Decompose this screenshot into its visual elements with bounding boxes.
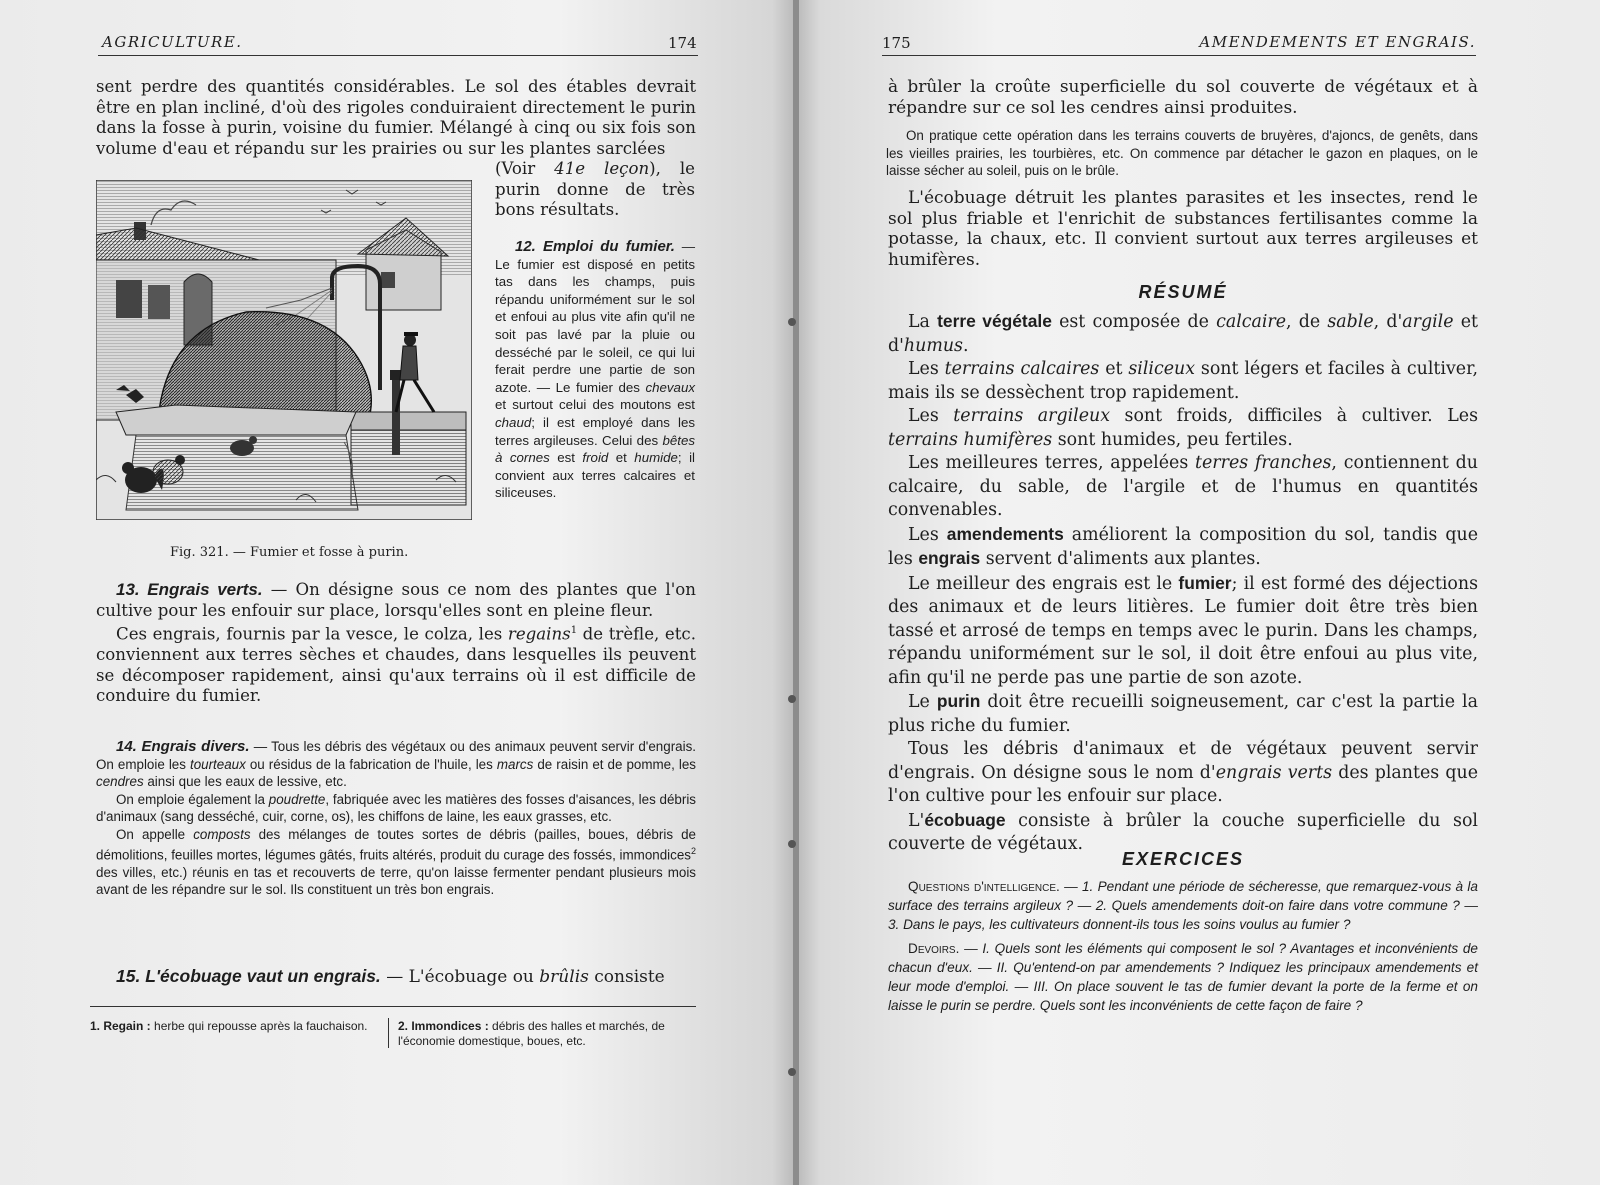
section-15 (96, 966, 696, 988)
footnote-2 (398, 1019, 696, 1049)
r8-b: engrais verts (1215, 762, 1333, 783)
intro-cont-ref: 41e leçon (554, 159, 650, 178)
ecobuage-p2 (886, 127, 1478, 180)
r1-g: . (962, 335, 969, 356)
r1-c: est composée de (1051, 312, 1217, 332)
r5-e: servent d'aliments aux plantes. (980, 549, 1261, 569)
resume-item-5 (888, 523, 1478, 572)
s14-composts: composts (193, 826, 251, 842)
footnote-rule (90, 1006, 696, 1007)
ecobuage-p1: à brûler la croûte superficielle du sol couverte de végétaux et à répandre sur ce sol les cendres ainsi produites. (888, 77, 1478, 118)
r3-e: sont humides, peu fertiles. (1052, 429, 1293, 450)
figure-fumier (96, 180, 472, 520)
s13-b1: Ces engrais, fournis par la vesce, le colza, les (116, 624, 508, 644)
s14-a1: — Tous les débris des végétaux ou des animaux peuvent servir d'engrais. On emploie les (96, 739, 696, 772)
resume-item-1 (888, 310, 1478, 358)
fn1-text: herbe qui repousse après la fauchaison. (150, 1019, 368, 1033)
r4-c: , contiennent du calcaire, du sable, de l'argile et de l'humus en quantités convenables. (888, 453, 1478, 520)
right-running-header: AMENDEMENTS ET ENGRAIS. (1199, 33, 1476, 51)
r2-e: sont légers et faciles à cultiver, mais ils se dessèchent trop rapidement. (888, 359, 1478, 403)
s12-chaud: chaud (495, 414, 532, 430)
r1-a: La (908, 312, 938, 332)
r6-c: ; il est formé des déjections des animaux et de leurs litières. Le fumier doit être très bien tassé et arrosé de temps en temps avec le purin. Dans les champs, répandu uniformément sur le sol, il doit être enfoui au plus vite, afin qu'il ne perde pas une partie de son azote. (888, 573, 1479, 688)
section-14 (96, 738, 696, 899)
s13-a: — On désigne sous ce nom des plantes que l'on cultive pour les enfouir sur place, lorsqu'elles sont en pleine fleur. (96, 580, 696, 620)
s14-tourteaux: tourteaux (189, 756, 246, 772)
binding-stitch (788, 695, 796, 703)
intro-continuation (495, 159, 695, 221)
binding-stitch (788, 318, 796, 326)
r4-b: terres franches (1195, 453, 1332, 473)
devoirs-label: Devoirs. (908, 941, 960, 957)
resume-item-6 (888, 572, 1478, 691)
section-15-title: 15. L'écobuage vaut un engrais. (116, 966, 381, 986)
section-14-title: 14. Engrais divers. (116, 738, 250, 755)
r5-c: améliorent la composition du sol, tandis que les (888, 524, 1479, 569)
s14-poudrette: poudrette (268, 791, 326, 807)
r1-e: , d' (1373, 312, 1403, 332)
s12-froid: froid (582, 450, 609, 466)
left-running-header: AGRICULTURE. (102, 33, 243, 51)
r8-a: Tous les débris d'animaux et de végétaux peuvent servir d'engrais. On désigne sous le nom d' (888, 739, 1478, 783)
resume-item-3 (888, 405, 1478, 452)
r3-b: terrains argileux (953, 406, 1111, 426)
r5-b: amendements (946, 523, 1064, 544)
s13-b2: de trèfle, etc. conviennent aux terres sèches et chaudes, dans lesquelles ils peuvent se décomposer rapidement, ainsi qu'aux terrains où il est difficile de conduire du fumier. (96, 624, 696, 706)
fumier-illustration (96, 180, 472, 520)
binding-stitch (788, 840, 796, 848)
right-header-rule (882, 55, 1476, 56)
s14-a4: ainsi que les eaux de lessive, etc. (143, 774, 347, 789)
questions-label: Questions d'intelligence. (908, 879, 1060, 894)
resume-body (888, 310, 1478, 857)
r3-d: terrains humifères (888, 429, 1053, 450)
exercices-body (888, 878, 1478, 1016)
ecobuage-p2-text: On pratique cette opération dans les terrains couverts de bruyères, d'ajoncs, de genêts, dans les vieilles prairies, les tourbières, etc. On commence par détacher le gazon en plaques, on le laisse sécher au soleil, puis on le brûle. (886, 128, 1478, 178)
exercices-title: EXERCICES (1121, 849, 1245, 869)
s12-betes: bêtes à cornes (495, 432, 695, 466)
binding-stitch (788, 1068, 796, 1076)
s14-b1: On emploie également la (116, 791, 269, 807)
ecobuage-p3 (888, 188, 1478, 270)
r8-c: des plantes que l'on cultive pour les enfouir sur place. (888, 762, 1478, 806)
footnote-divider (388, 1018, 389, 1048)
s12-a: — Le fumier est disposé en petits tas dans les champs, puis répandu uniformément sur le sol et enfoui au plus vite afin qu'il ne soit pas lavé par la pluie ou desséché par le soleil, ce qui lui ferait perdre une partie de son azote. — Le fumier des (495, 239, 695, 395)
r1-sable: sable (1327, 312, 1374, 332)
r2-c: et (1099, 359, 1129, 379)
section-12 (495, 238, 695, 502)
s14-a2: ou résidus de la fabrication de l'huile, les (245, 756, 497, 772)
r4-a: Les meilleures terres, appelées (908, 453, 1196, 473)
resume-item-8 (888, 738, 1478, 809)
s13-footnote-ref: 1 (570, 625, 578, 636)
devoirs-text: — I. Quels sont les éléments qui composent le sol ? Avantages et inconvénients de chacun d'eux. — II. Qu'entend-on par amendements ? Indiquez les principaux amendements et leur mode d'emploi. — III. On place souvent le tas de fumier devant la porte de la ferme et on laisse le purin se perdre. Quels sont les inconvénients de cette façon de faire ? (888, 941, 1478, 1013)
s14-marcs: marcs (496, 756, 534, 772)
s12-f: ; il convient aux terres calcaires et siliceuses. (495, 450, 695, 501)
resume-item-4 (888, 452, 1478, 523)
r3-a: Les (908, 406, 954, 426)
s12-b: et surtout celui des moutons est (495, 397, 695, 413)
s12-humide: humide (634, 450, 678, 466)
r5-d: engrais (918, 548, 981, 568)
fn2-label: 2. Immondices : (398, 1019, 489, 1033)
r2-d: siliceux (1128, 359, 1196, 379)
right-page (796, 0, 1600, 1185)
r7-a: Le (908, 692, 937, 712)
r3-c: sont froids, difficiles à cultiver. Les (1110, 406, 1478, 426)
left-intro-paragraph (96, 77, 696, 159)
s12-c: ; il est employé dans les terres argileuses. Celui des (495, 414, 695, 448)
intro-cont-b: ), le purin donne de très bons résultats. (495, 159, 695, 219)
resume-item-7 (888, 690, 1478, 738)
s14-cendres: cendres (96, 774, 144, 789)
s15-b: consiste (588, 967, 665, 987)
section-13 (96, 580, 696, 707)
r9-c: consiste à brûler la couche superficielle du sol couverte de végétaux. (888, 810, 1478, 854)
right-page-number: 175 (882, 34, 911, 52)
resume-title: RÉSUMÉ (1138, 282, 1228, 302)
r7-c: doit être recueilli soigneusement, car c'est la partie la plus riche du fumier. (888, 692, 1478, 736)
s14-b2: , fabriquée avec les matières des fosses d'aisances, les débris d'animaux (sang desséché, cuir, corne, os), les chiffons de laine, les eaux grasses, etc. (96, 791, 697, 824)
s14-c3: des villes, etc.) réunis en tas et recouverts de terre, qu'on laisse fermenter pendant plusieurs mois avant de les répandre sur le sol. Ils constituent un très bon engrais. (96, 864, 696, 898)
intro-cont-a: (Voir (495, 159, 555, 178)
r6-b: fumier (1178, 572, 1232, 593)
left-page-number: 174 (668, 34, 697, 52)
s14-c1: On appelle (116, 826, 194, 842)
book-spine (793, 0, 799, 1185)
r1-argile: argile (1402, 312, 1454, 332)
fn1-label: 1. Regain : (90, 1019, 151, 1033)
s14-footnote-ref: 2 (690, 846, 696, 856)
r1-d: , de (1286, 312, 1328, 332)
questions-intelligence (888, 878, 1478, 934)
r1-calcaire: calcaire (1216, 312, 1287, 332)
left-header-rule (98, 55, 698, 56)
s13-regains: regains (507, 624, 571, 644)
section-12-title: 12. Emploi du fumier. (515, 238, 675, 255)
r1-humus: humus (903, 335, 963, 356)
r1-f: et d' (888, 312, 1478, 356)
ecobuage-p3-text: L'écobuage détruit les plantes parasites et les insectes, rend le sol plus friable et l'enrichit de substances fertilisantes comme la potasse, la chaux, etc. Il convient surtout aux terres argileuses et humifères. (888, 188, 1478, 270)
s15-brulis: brûlis (539, 967, 589, 987)
r9-b: écobuage (924, 809, 1006, 830)
s14-a3: de raisin et de pomme, les (533, 756, 696, 772)
questions-text: — 1. Pendant une période de sécheresse, que remarquez-vous à la surface des terrains argileux ? — 2. Quels amendements doit-on faire dans votre commune ? — 3. Dans le pays, les cultivateurs donnent-ils tous les soins voulus au fumier ? (888, 879, 1478, 932)
figure-caption: Fig. 321. — Fumier et fosse à purin. (170, 545, 409, 560)
s12-chevaux: chevaux (645, 379, 695, 395)
r2-b: terrains calcaires (944, 359, 1100, 379)
footnote-1 (90, 1019, 380, 1034)
devoirs (888, 940, 1478, 1015)
r2-a: Les (908, 359, 945, 379)
s15-a: — L'écobuage ou (380, 967, 540, 987)
r1-b: terre végétale (937, 311, 1052, 331)
section-13-title: 13. Engrais verts. (116, 580, 263, 599)
r6-a: Le meilleur des engrais est le (908, 573, 1179, 594)
fn2-text: débris des halles et marchés, de l'économie domestique, boues, etc. (398, 1019, 665, 1048)
r7-b: purin (936, 691, 981, 711)
s12-d: est (549, 450, 583, 466)
r5-a: Les (908, 524, 947, 545)
s14-c2: des mélanges de toutes sortes de débris (pailles, boues, débris de démolitions, feuilles mortes, légumes gâtés, fruits altérés, produit du curage des fossés, immondices (96, 826, 696, 863)
left-page (0, 0, 796, 1185)
s12-e: et (608, 450, 635, 466)
r9-a: L' (908, 810, 925, 831)
intro-text: sent perdre des quantités considérables. Le sol des étables devrait être en plan incliné, d'où des rigoles conduiraient directement le purin dans la fosse à purin, voisine du fumier. Mélangé à cinq ou six fois son volume d'eau et répandu sur les prairies ou sur les plantes sarclées (96, 77, 696, 158)
resume-item-2 (888, 358, 1478, 405)
